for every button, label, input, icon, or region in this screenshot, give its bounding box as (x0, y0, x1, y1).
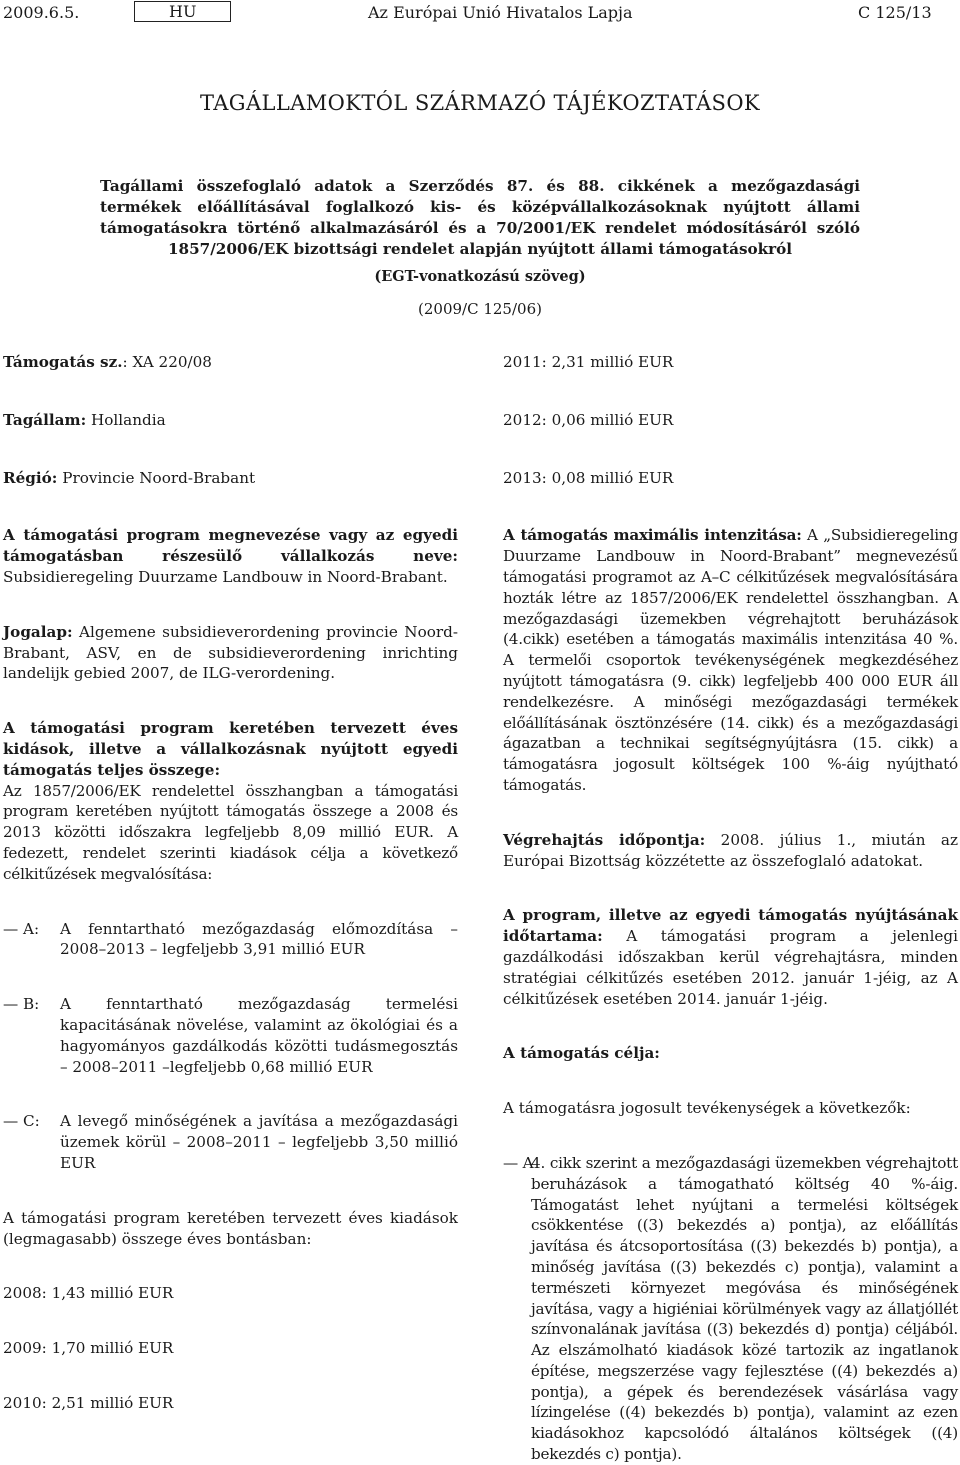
legal-basis (3, 622, 458, 684)
budget-2009: 2009: 1,70 millió EUR (3, 1339, 174, 1358)
budget-2011: 2011: 2,31 millió EUR (503, 353, 674, 371)
list-item-text: A fenntartható mezőgazdaság termelési kapacitásának növelése, valamint az ökológiai és a hagyományos gazdálkodás közötti tudásmegosztás – 2008–2011 –legfeljebb 0,68 millió EUR (60, 995, 458, 1076)
aid-number (3, 352, 458, 373)
list-item (3, 1111, 458, 1173)
legal-basis-value: Algemene subsidieverordening provincie Noord-Brabant, ASV, en de subsidieverordening inrichting landelijk gebied 2007, de ILG-verordening. (3, 622, 458, 683)
document-reference: (2009/C 125/06) (418, 300, 542, 318)
max-intensity-text: A „Subsidieregeling Duurzame Landbouw in Noord-Brabant” megnevezésű támogatási programot az A–C célkitűzések megvalósítására hozták létre az 1857/2006/EK rendelettel összhangban. A mezőgazdasági üzemekben végrehajtott beruházások (4.cikk) esetében a támogatás maximális intenzitása 40 %. A termelői csoportok tevékenységének megkezdéséhez nyújtott támogatásra (9. cikk) legfeljebb 400 000 EUR áll rendelkezésre. A minőségi mezőgazdasági termékek előállításának ösztönzésére (14. cikk) és a mezőgazdasági ágazatban a technikai segítségnyújtásra (15. cikk) a támogatásra jogosult költségek 100 %-áig nyújtható támogatás. (503, 526, 958, 794)
list-item (3, 994, 458, 1077)
page-reference: C 125/13 (858, 3, 932, 22)
objective-heading: A támogatás célja: (503, 1044, 660, 1063)
implementation-date-text: 2008. július 1., miután az Európai Bizottság közzétette az összefoglaló adatokat. (503, 830, 958, 870)
list-item (3, 919, 458, 961)
region-label: Régió: (3, 468, 58, 487)
implementation-date-label: Végrehajtás időpontja: (503, 830, 706, 849)
max-intensity-label: A támogatás maximális intenzitása: (503, 526, 802, 545)
left-column (3, 352, 458, 1414)
language-code-box: HU (134, 1, 231, 22)
list-item-text: A levegő minőségének a javítása a mezőgazdasági üzemek körül – 2008–2011 – legfeljebb 3,50 millió EUR (60, 1112, 458, 1172)
list-item-text: 4. cikk szerint a mezőgazdasági üzemekben végrehajtott beruházások a támogatható költség 40 %-áig. Támogatást lehet nyújtani a termelési költségek csökkentése ((3) bekezdés a) pontja), az előállítás javítása és átcsoportosítása ((3) bekezdés b) pontja), a minőség javítása ((3) bekezdés c) pontja), valamint a természeti környezet megóvása és minőségének javítása, vagy a higiéniai körülmények vagy az állatjóllét színvonalának javítása ((3) bekezdés d) pontja) céljából. Az elszámolható kiadások közé tartozik az ingatlanok építése, megszerzése vagy fejlesztése ((4) bekezdés a) pontja), a gépek és berendezések vásárlása vagy lízingelése ((4) bekezdés b) pontja), valamint az ezen kiadásokhoz kapcsolódó általános költségek ((4) bekezdés c) pontja). (531, 1153, 958, 1464)
budget-2012: 2012: 0,06 millió EUR (503, 410, 674, 429)
implementation-date (503, 830, 958, 872)
scheme-name (3, 525, 458, 587)
eea-note: (EGT-vonatkozású szöveg) (374, 268, 586, 285)
list-marker: — B: (3, 995, 40, 1014)
aid-number-value: : XA 220/08 (122, 353, 212, 371)
scheme-name-label: A támogatási program megnevezése vagy az egyedi támogatásban részesülő vállalkozás neve: (3, 526, 458, 566)
legal-basis-label: Jogalap: (3, 622, 73, 641)
right-column (503, 352, 958, 1465)
list-marker: — A: (3, 919, 40, 938)
expenditure-heading: A támogatási program keretében tervezett éves kidások, illetve a vállalkozásnak nyújtott egyedi támogatás teljes összege: (3, 719, 458, 779)
budget-2008: 2008: 1,43 millió EUR (3, 1284, 174, 1303)
budget-2013: 2013: 0,08 millió EUR (503, 468, 674, 487)
duration (503, 905, 958, 1009)
budget-2010: 2010: 2,51 millió EUR (3, 1393, 174, 1412)
member-state-value: Hollandia (86, 410, 166, 429)
duration-label: A program, illetve az egyedi támogatás nyújtásának időtartama: (503, 906, 958, 946)
list-marker: — C: (3, 1112, 40, 1131)
region (3, 468, 458, 489)
breakdown-intro: A támogatási program keretében tervezett éves kiadások (legmagasabb) összege éves bontásban: (3, 1208, 458, 1248)
list-marker: — A (503, 1153, 534, 1172)
section-title: TAGÁLLAMOKTÓL SZÁRMAZÓ TÁJÉKOZTATÁSOK (199, 91, 761, 115)
region-value: Provincie Noord-Brabant (57, 468, 256, 487)
page-header (0, 0, 960, 30)
member-state (3, 410, 458, 431)
eligible-intro: A támogatásra jogosult tevékenységek a következők: (503, 1099, 911, 1118)
publication-date: 2009.6.5. (3, 3, 80, 22)
list-item-text: A fenntartható mezőgazdaság előmozdítása – 2008–2013 – legfeljebb 3,91 millió EUR (60, 919, 458, 959)
scheme-name-value: Subsidieregeling Duurzame Landbouw in Noord-Brabant. (3, 567, 448, 586)
aid-number-label: Támogatás sz. (3, 353, 123, 371)
max-intensity (503, 525, 958, 795)
expenditure-text: Az 1857/2006/EK rendelettel összhangban a támogatási program keretében nyújtott támogatás összege a 2008 és 2013 közötti időszakra legfeljebb 8,09 millió EUR. A fedezett, rendelet szerinti kiadások célja a következő célkitűzések megvalósítása: (3, 781, 458, 883)
list-item (503, 1153, 958, 1465)
document-subtitle: Tagállami összefoglaló adatok a Szerződés 87. és 88. cikkének a mezőgazdasági termékek előállításával foglalkozó kis- és középvállalkozásoknak nyújtott állami támogatásokra történő alkalmazásáról és a 70/2001/EK rendelet módosításáról szóló 1857/2006/EK bizottsági rendelet alapján nyújtott állami támogatásokról (100, 177, 860, 258)
journal-name: Az Európai Unió Hivatalos Lapja (368, 3, 633, 22)
member-state-label: Tagállam: (3, 410, 87, 429)
duration-text: A támogatási program a jelenlegi gazdálkodási időszakban kerül végrehajtásra, minden stratégiai célkitűzés esetében 2012. január 1-jéig, az A célkitűzések esetében 2014. január 1-jéig. (503, 927, 958, 1008)
